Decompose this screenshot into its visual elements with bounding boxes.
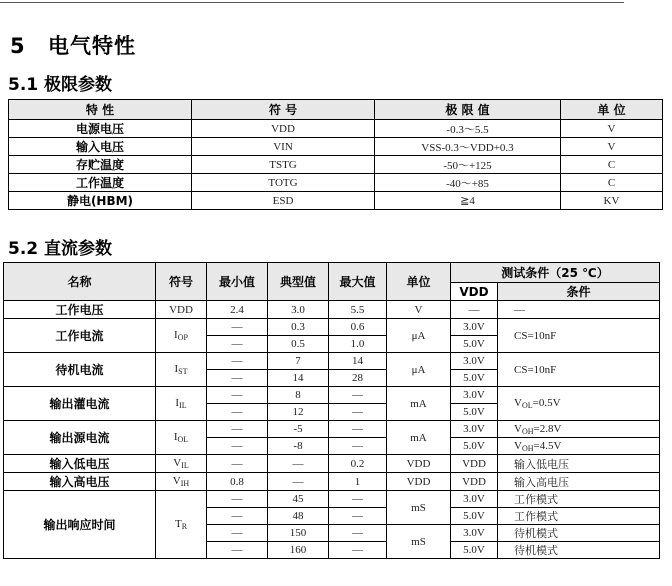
dc-header-row xyxy=(4,263,660,283)
limit-unit: C xyxy=(561,174,663,192)
param-max: — xyxy=(329,387,387,404)
dc-col-vdd: VDD xyxy=(451,283,498,301)
param-name: 输出响应时间 xyxy=(4,491,156,559)
table-row xyxy=(4,301,660,319)
param-vdd: 5.0V xyxy=(451,370,498,387)
limit-value: VSS-0.3～VDD+0.3 xyxy=(375,138,561,156)
param-vdd: 3.0V xyxy=(451,525,498,542)
limits-col-symbol: 符 号 xyxy=(192,100,375,120)
param-condition: 工作模式 xyxy=(498,491,660,508)
table-row xyxy=(9,138,663,156)
limit-unit: V xyxy=(561,120,663,138)
table-row xyxy=(4,455,660,473)
param-vdd: 5.0V xyxy=(451,508,498,525)
param-condition: 输入高电压 xyxy=(498,473,660,491)
dc-col-name: 名称 xyxy=(4,263,156,301)
param-max: — xyxy=(329,438,387,455)
table-row xyxy=(9,156,663,174)
param-symbol: $I_{IL}$ xyxy=(156,387,207,421)
param-unit: mS xyxy=(387,525,451,559)
limit-value: -50～+125 xyxy=(375,156,561,174)
dc-col-typ: 典型值 xyxy=(268,263,329,301)
limit-symbol: VDD xyxy=(192,120,375,138)
limit-name: 存贮温度 xyxy=(9,156,192,174)
param-min: 2.4 xyxy=(207,301,268,319)
param-min: — xyxy=(207,404,268,421)
param-condition: 输入低电压 xyxy=(498,455,660,473)
param-unit: μA xyxy=(387,353,451,387)
param-symbol: $V_{IH}$ xyxy=(156,473,207,491)
param-min: 0.8 xyxy=(207,473,268,491)
dc-col-min: 最小值 xyxy=(207,263,268,301)
param-min: — xyxy=(207,387,268,404)
limit-unit: C xyxy=(561,156,663,174)
limit-symbol: VIN xyxy=(192,138,375,156)
param-vdd: 3.0V xyxy=(451,319,498,336)
limit-name: 电源电压 xyxy=(9,120,192,138)
param-typ: -8 xyxy=(268,438,329,455)
table-row xyxy=(4,491,660,508)
param-typ: — xyxy=(268,455,329,473)
param-vdd: 3.0V xyxy=(451,387,498,404)
param-condition: $V_{OL}=0.5V$ xyxy=(498,387,660,421)
param-condition: $V_{OH}=2.8V$ xyxy=(498,421,660,438)
param-typ: 12 xyxy=(268,404,329,421)
param-symbol: VDD xyxy=(156,301,207,319)
param-typ: 150 xyxy=(268,525,329,542)
limit-value: -0.3～5.5 xyxy=(375,120,561,138)
param-condition: CS=10nF xyxy=(498,353,660,387)
dc-col-symbol: 符号 xyxy=(156,263,207,301)
param-name: 工作电压 xyxy=(4,301,156,319)
param-min: — xyxy=(207,491,268,508)
param-condition: 待机模式 xyxy=(498,542,660,559)
param-max: 5.5 xyxy=(329,301,387,319)
limit-unit: KV xyxy=(561,192,663,210)
param-symbol: $I_{OL}$ xyxy=(156,421,207,455)
param-typ: 7 xyxy=(268,353,329,370)
param-min: — xyxy=(207,421,268,438)
param-min: — xyxy=(207,438,268,455)
param-name: 输入低电压 xyxy=(4,455,156,473)
param-min: — xyxy=(207,455,268,473)
param-name: 待机电流 xyxy=(4,353,156,387)
param-vdd: 3.0V xyxy=(451,421,498,438)
param-vdd: 3.0V xyxy=(451,491,498,508)
limit-symbol: ESD xyxy=(192,192,375,210)
table-row xyxy=(9,120,663,138)
dc-col-unit: 单位 xyxy=(387,263,451,301)
section-title xyxy=(10,30,136,60)
param-typ: 8 xyxy=(268,387,329,404)
param-unit: VDD xyxy=(387,455,451,473)
param-vdd: VDD xyxy=(451,455,498,473)
param-name: 输出灌电流 xyxy=(4,387,156,421)
param-vdd: — xyxy=(451,301,498,319)
dc-table xyxy=(3,262,660,559)
param-min: — xyxy=(207,319,268,336)
param-symbol: $V_{IL}$ xyxy=(156,455,207,473)
limit-symbol: TSTG xyxy=(192,156,375,174)
limits-header-row xyxy=(9,100,663,120)
param-min: — xyxy=(207,353,268,370)
param-unit: mA xyxy=(387,421,451,455)
limit-value: ≧4 xyxy=(375,192,561,210)
param-max: — xyxy=(329,421,387,438)
section-number: 5 xyxy=(10,34,26,58)
param-max: 1.0 xyxy=(329,336,387,353)
param-name: 输出源电流 xyxy=(4,421,156,455)
dc-col-test-conditions: 测试条件（25 ℃） xyxy=(451,263,660,283)
limit-name: 静电(HBM) xyxy=(9,192,192,210)
limit-name: 工作温度 xyxy=(9,174,192,192)
param-symbol: $T_R$ xyxy=(156,491,207,559)
param-name: 输入高电压 xyxy=(4,473,156,491)
param-max: — xyxy=(329,508,387,525)
param-typ: 48 xyxy=(268,508,329,525)
dc-heading: 5.2 直流参数 xyxy=(8,239,113,259)
param-typ: 45 xyxy=(268,491,329,508)
param-unit: mA xyxy=(387,387,451,421)
param-unit: mS xyxy=(387,491,451,525)
param-vdd: 5.0V xyxy=(451,438,498,455)
param-min: — xyxy=(207,508,268,525)
param-typ: 0.5 xyxy=(268,336,329,353)
table-row xyxy=(4,387,660,404)
limits-heading: 5.1 极限参数 xyxy=(8,75,113,95)
param-max: 0.2 xyxy=(329,455,387,473)
dc-col-max: 最大值 xyxy=(329,263,387,301)
limit-unit: V xyxy=(561,138,663,156)
limits-table xyxy=(8,99,663,210)
header-rule xyxy=(0,2,624,3)
param-max: — xyxy=(329,491,387,508)
param-condition: 工作模式 xyxy=(498,508,660,525)
param-max: 28 xyxy=(329,370,387,387)
table-row xyxy=(4,319,660,336)
param-condition: 待机模式 xyxy=(498,525,660,542)
table-row xyxy=(9,174,663,192)
param-min: — xyxy=(207,336,268,353)
param-typ: — xyxy=(268,473,329,491)
param-condition: — xyxy=(498,301,660,319)
param-symbol: $I_{ST}$ xyxy=(156,353,207,387)
param-symbol: $I_{OP}$ xyxy=(156,319,207,353)
limit-name: 输入电压 xyxy=(9,138,192,156)
param-unit: V xyxy=(387,301,451,319)
limit-value: -40～+85 xyxy=(375,174,561,192)
param-min: — xyxy=(207,525,268,542)
param-condition: CS=10nF xyxy=(498,319,660,353)
param-vdd: 3.0V xyxy=(451,353,498,370)
param-max: 14 xyxy=(329,353,387,370)
limit-symbol: TOTG xyxy=(192,174,375,192)
param-name: 工作电流 xyxy=(4,319,156,353)
section-name: 电气特性 xyxy=(48,34,136,58)
param-typ: 0.3 xyxy=(268,319,329,336)
param-vdd: 5.0V xyxy=(451,336,498,353)
param-unit: VDD xyxy=(387,473,451,491)
param-max: — xyxy=(329,404,387,421)
param-min: — xyxy=(207,370,268,387)
param-max: — xyxy=(329,525,387,542)
param-max: 1 xyxy=(329,473,387,491)
param-vdd: 5.0V xyxy=(451,542,498,559)
limits-col-characteristic: 特 性 xyxy=(9,100,192,120)
param-max: 0.6 xyxy=(329,319,387,336)
table-row xyxy=(9,192,663,210)
table-row xyxy=(4,353,660,370)
param-max: — xyxy=(329,542,387,559)
param-vdd: VDD xyxy=(451,473,498,491)
param-typ: 160 xyxy=(268,542,329,559)
param-unit: μA xyxy=(387,319,451,353)
param-typ: 14 xyxy=(268,370,329,387)
param-typ: -5 xyxy=(268,421,329,438)
dc-col-condition: 条件 xyxy=(498,283,660,301)
limits-col-limit: 极 限 值 xyxy=(375,100,561,120)
table-row xyxy=(4,421,660,438)
param-typ: 3.0 xyxy=(268,301,329,319)
param-condition: $V_{OH}=4.5V$ xyxy=(498,438,660,455)
table-row xyxy=(4,473,660,491)
param-min: — xyxy=(207,542,268,559)
param-vdd: 5.0V xyxy=(451,404,498,421)
limits-col-unit: 单 位 xyxy=(561,100,663,120)
